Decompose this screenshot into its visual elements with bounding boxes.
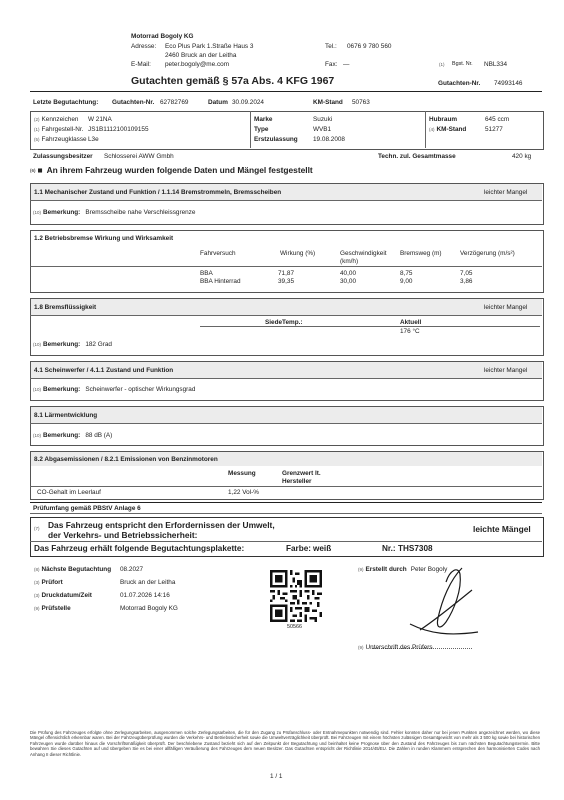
last-inspection-label: Letzte Begutachtung: [33,99,99,106]
section-1-2-rule [30,266,542,267]
section-8-2-rule [30,486,542,487]
section-8-1-rule [30,423,542,424]
section-1-2-title: 1.2 Betriebsbremse Wirkung und Wirksamkeit [34,235,174,242]
section-1-1-grade: leichter Mangel [484,189,528,196]
last-km-label: KM-Stand [313,99,343,106]
pruefstelle-row [34,605,71,612]
klasse-code: (5) [34,137,40,142]
pruefstelle-code: (9) [34,606,40,611]
section-4-1-grade: leichter Mangel [484,367,528,374]
co-gehalt-label: CO-Gehalt im Leerlauf [37,489,101,496]
bgst-value: NBL334 [484,61,508,68]
section-1-8-title: 1.8 Bremsflüssigkeit [34,304,97,311]
messung-header: Messung [228,470,256,477]
marke-label: Marke [254,116,273,123]
tel-value: 0676 9 780 560 [347,43,392,50]
druck-label: Druckdatum/Zeit [41,592,92,599]
gutachten-nr-label: Gutachten-Nr. [438,80,481,87]
result-code: (7) [34,526,40,531]
unterschrift-label: Unterschrift des Prüfers [365,644,433,651]
defects-heading-code: (6) [30,167,36,173]
pruefumfang-rule-bottom [30,513,542,514]
druck-code: (3) [34,593,40,598]
co-gehalt-value: 1,22 Vol-% [228,489,259,496]
section-1-8-rule [30,315,542,316]
tel-label: Tel.: [325,43,337,50]
s12-header-fahrversuch: Fahrversuch [200,250,236,257]
fahrgestell-code: (1) [34,127,40,132]
defects-heading-text: An ihrem Fahrzeug wurden folgende Daten und Mängel festgestellt [46,165,313,175]
pruefstelle-label: Prüfstelle [41,605,71,612]
result-line1: Das Fahrzeug entspricht den Erfordernissen der Umwelt, [48,520,275,530]
siedetemp-rule [200,326,540,327]
last-gutachten-value: 62782769 [160,99,189,106]
section-1-1-remark-text: Bremsscheibe nahe Verschleissgrenze [85,209,196,216]
besitzer-label: Zulassungsbesitzer [33,153,93,160]
section-1-8-remark-text: 182 Grad [85,341,112,348]
vehicle-divider-1 [250,111,251,148]
fax-label: Fax: [325,61,338,68]
kennzeichen-row [34,116,78,123]
section-1-1-rule [30,200,542,201]
klasse-row [34,136,87,143]
section-8-1-title: 8.1 Lärmentwicklung [34,412,98,419]
title-rule [30,91,542,92]
section-1-8-code: (10) [33,342,42,347]
naechste-label: Nächste Begutachtung [41,566,112,573]
klasse-label: Fahrzeugklasse [41,136,87,143]
erstzulassung-label: Erstzulassung [254,136,298,143]
section-8-1-code: (10) [33,433,42,438]
erstellt-label: Erstellt durch [365,566,407,573]
unterschrift-code: (9) [358,645,364,650]
pruefumfang-text: Prüfumfang gemäß PBStV Anlage 6 [33,505,141,512]
naechste-code: (8) [34,567,40,572]
s12-row1-fahrversuch: BBA [200,270,213,277]
km-stand-code: (4) [429,127,435,132]
druck-value: 01.07.2026 14:16 [120,592,170,599]
section-4-1-title: 4.1 Scheinwerfer / 4.1.1 Zustand und Funktion [34,367,174,374]
s12-row1-bremsweg: 8,75 [400,270,413,277]
fahrgestell-row [34,126,83,133]
bullet-icon: ■ [37,165,43,175]
type-value: WVB1 [313,126,332,133]
s12-header-bremsweg: Bremsweg (m) [400,250,442,257]
pruefstelle-value: Motorrad Bogoly KG [120,605,178,612]
section-4-1-remark-label: Bemerkung: [43,386,81,393]
section-8-1-remark-text: 88 dB (A) [85,432,113,439]
section-1-8-remark [33,341,112,348]
company-name: Motorrad Bogoly KG [131,33,194,40]
gutachten-nr-value: 74993146 [494,80,523,87]
address-line1: Eco Plus Park 1.Straße Haus 3 [165,43,254,50]
signature-icon [390,560,500,650]
km-stand-value: 51277 [485,126,503,133]
km-stand-label: KM-Stand [436,126,467,133]
section-1-8-remark-label: Bemerkung: [43,341,81,348]
plakette-label: Das Fahrzeug erhält folgende Begutachtungsplakette: [34,544,245,553]
s12-header-geschwindigkeit: Geschwindigkeit (km/h) [340,250,387,265]
unterschrift-row [358,644,433,651]
erstzulassung-value: 19.08.2008 [313,136,345,143]
last-datum-label: Datum [208,99,228,106]
aktuell-label: Aktuell [400,319,422,326]
fahrgestell-label: Fahrgestell-Nr. [41,126,84,133]
pruefort-label: Prüfort [41,579,63,586]
section-1-1-remark-label: Bemerkung: [43,209,81,216]
s12-row1-geschwindigkeit: 40,00 [340,270,356,277]
section-8-2-title: 8.2 Abgasemissionen / 8.2.1 Emissionen von Benzinmotoren [34,456,218,463]
vehicle-divider-2 [425,111,426,148]
section-1-1-remark [33,209,195,216]
naechste-row [34,566,111,573]
section-1-1-code: (10) [33,210,42,215]
email-label: E-Mail: [131,61,151,68]
erstellt-code: (9) [358,567,364,572]
masse-label: Techn. zul. Gesamtmasse [378,153,456,160]
disclaimer-text: Die Prüfung des Fahrzeuges erfolgte ohne Zerlegungsarbeiten, ausgenommen solche Zerlegungsarbeiten, die für den Zugang zu Prüfanschluss- oder Entnahmepunkten notwendig sind. Fehler konnten daher nur bei jenen Punkten angezeichnet werden, wo diese Mängel offensichtlich erkennbar waren. Bei der Fahrzeugüberprüfung wurden die Verkehrs- und Betriebssicherheit sowie die Umweltverträglichkeit überprüft. Bei Fahrzeugen mit einem höchsten zulässigen Gesamtgewicht von mehr als 3 500 kg sowie bei historischen Fahrzeugen wurde darüber hinaus die Vorschriftsmäßigkeit überprüft. Der beschriebene Zustand bezieht sich auf den Zeitpunkt der Begutachtung und beinhaltet keine Prognose über den Zustand des Fahrzeuges bis zum nächsten Begutachtungstermin. Bitte bewahren Sie dieses Gutachten auf und übergeben Sie es bei einer allfälligen Veräußerung des Fahrzeuges dem neuen Besitzer. Das Gutachten entspricht der Richtlinie 2014/45/EU. Die Zahlen in runden Klammern entsprechen den harmonisierten Codes nach Anhang II dieser Richtlinie. [30,730,540,757]
s12-row2-fahrversuch: BBA Hinterrad [200,278,241,285]
s12-row2-wirkung: 39,35 [278,278,294,285]
section-4-1-remark [33,386,195,393]
result-grade: leichte Mängel [473,524,531,534]
document-title: Gutachten gemäß § 57a Abs. 4 KFG 1967 [131,75,335,87]
section-8-1-remark-label: Bemerkung: [43,432,81,439]
type-label: Type [254,126,269,133]
pruefort-code: (3) [34,580,40,585]
aktuell-value: 176 °C [400,328,420,335]
farbe-value: weiß [313,544,332,553]
kennzeichen-label: Kennzeichen [41,116,79,123]
qr-code-number: 50566 [287,624,302,630]
qr-code-icon [270,570,322,622]
kennzeichen-value: W 21NA [88,116,112,123]
s12-header-wirkung: Wirkung (%) [280,250,316,257]
bgst-label: Bgst. Nr. [452,61,473,67]
pruefumfang-rule-top [30,502,542,503]
last-datum-value: 30.09.2024 [232,99,264,106]
section-8-1-remark [33,432,112,439]
section-1-8-grade: leichter Mangel [484,304,528,311]
fahrgestell-value: JS1B1112100109155 [88,126,149,133]
grenzwert-header: Grenzwert lt. Hersteller [282,470,321,485]
email-value: peter.bogoly@me.com [165,61,230,68]
s12-row2-geschwindigkeit: 30,00 [340,278,356,285]
section-8-1-header-bg [31,407,542,423]
masse-value: 420 kg [512,153,532,160]
section-1-1-title: 1.1 Mechanischer Zustand und Funktion / 1.1.14 Bremstrommeln, Bremsscheiben [34,189,282,196]
section-4-1-rule [30,378,542,379]
section-1-8-header-bg [31,299,542,315]
s12-row2-verzoegerung: 3,86 [460,278,473,285]
last-gutachten-label: Gutachten-Nr. [112,99,155,106]
druck-row [34,592,92,599]
naechste-value: 08.2027 [120,566,144,573]
s12-row1-verzoegerung: 7,05 [460,270,473,277]
address-line2: 2460 Bruck an der Leitha [165,52,237,59]
klasse-value: L3e [88,136,99,143]
marke-value: Suzuki [313,116,333,123]
s12-row2-bremsweg: 9,00 [400,278,413,285]
kennzeichen-code: (2) [34,117,40,122]
km-stand-row [429,126,466,133]
section-4-1-remark-text: Scheinwerfer - optischer Wirkungsgrad [85,386,196,393]
last-km-value: 50763 [352,99,370,106]
defects-heading [30,165,313,175]
plakette-nr-value: THS7308 [398,544,433,553]
hubraum-value: 645 ccm [485,116,510,123]
fax-value: — [343,61,350,68]
address-label: Adresse: [131,43,157,50]
plakette-nr-label: Nr.: [382,544,396,553]
bgst-code: (1) [439,62,445,67]
siedetemp-label: SiedeTemp.: [265,319,303,326]
result-rule [30,541,542,542]
page-number: 1 / 1 [270,773,283,780]
pruefort-value: Bruck an der Leitha [120,579,176,586]
s12-header-verzoegerung: Verzögerung (m/s²) [460,250,515,257]
pruefort-row [34,579,63,586]
farbe-label: Farbe: [286,544,312,553]
erstellt-value: Peter Bogoly [410,566,448,573]
s12-row1-wirkung: 71,87 [278,270,294,277]
hubraum-label: Hubraum [429,116,458,123]
section-4-1-code: (10) [33,387,42,392]
besitzer-value: Schlosserei AWW Gmbh [104,153,174,160]
result-line2: der Verkehrs- und Betriebssicherheit: [48,530,198,540]
